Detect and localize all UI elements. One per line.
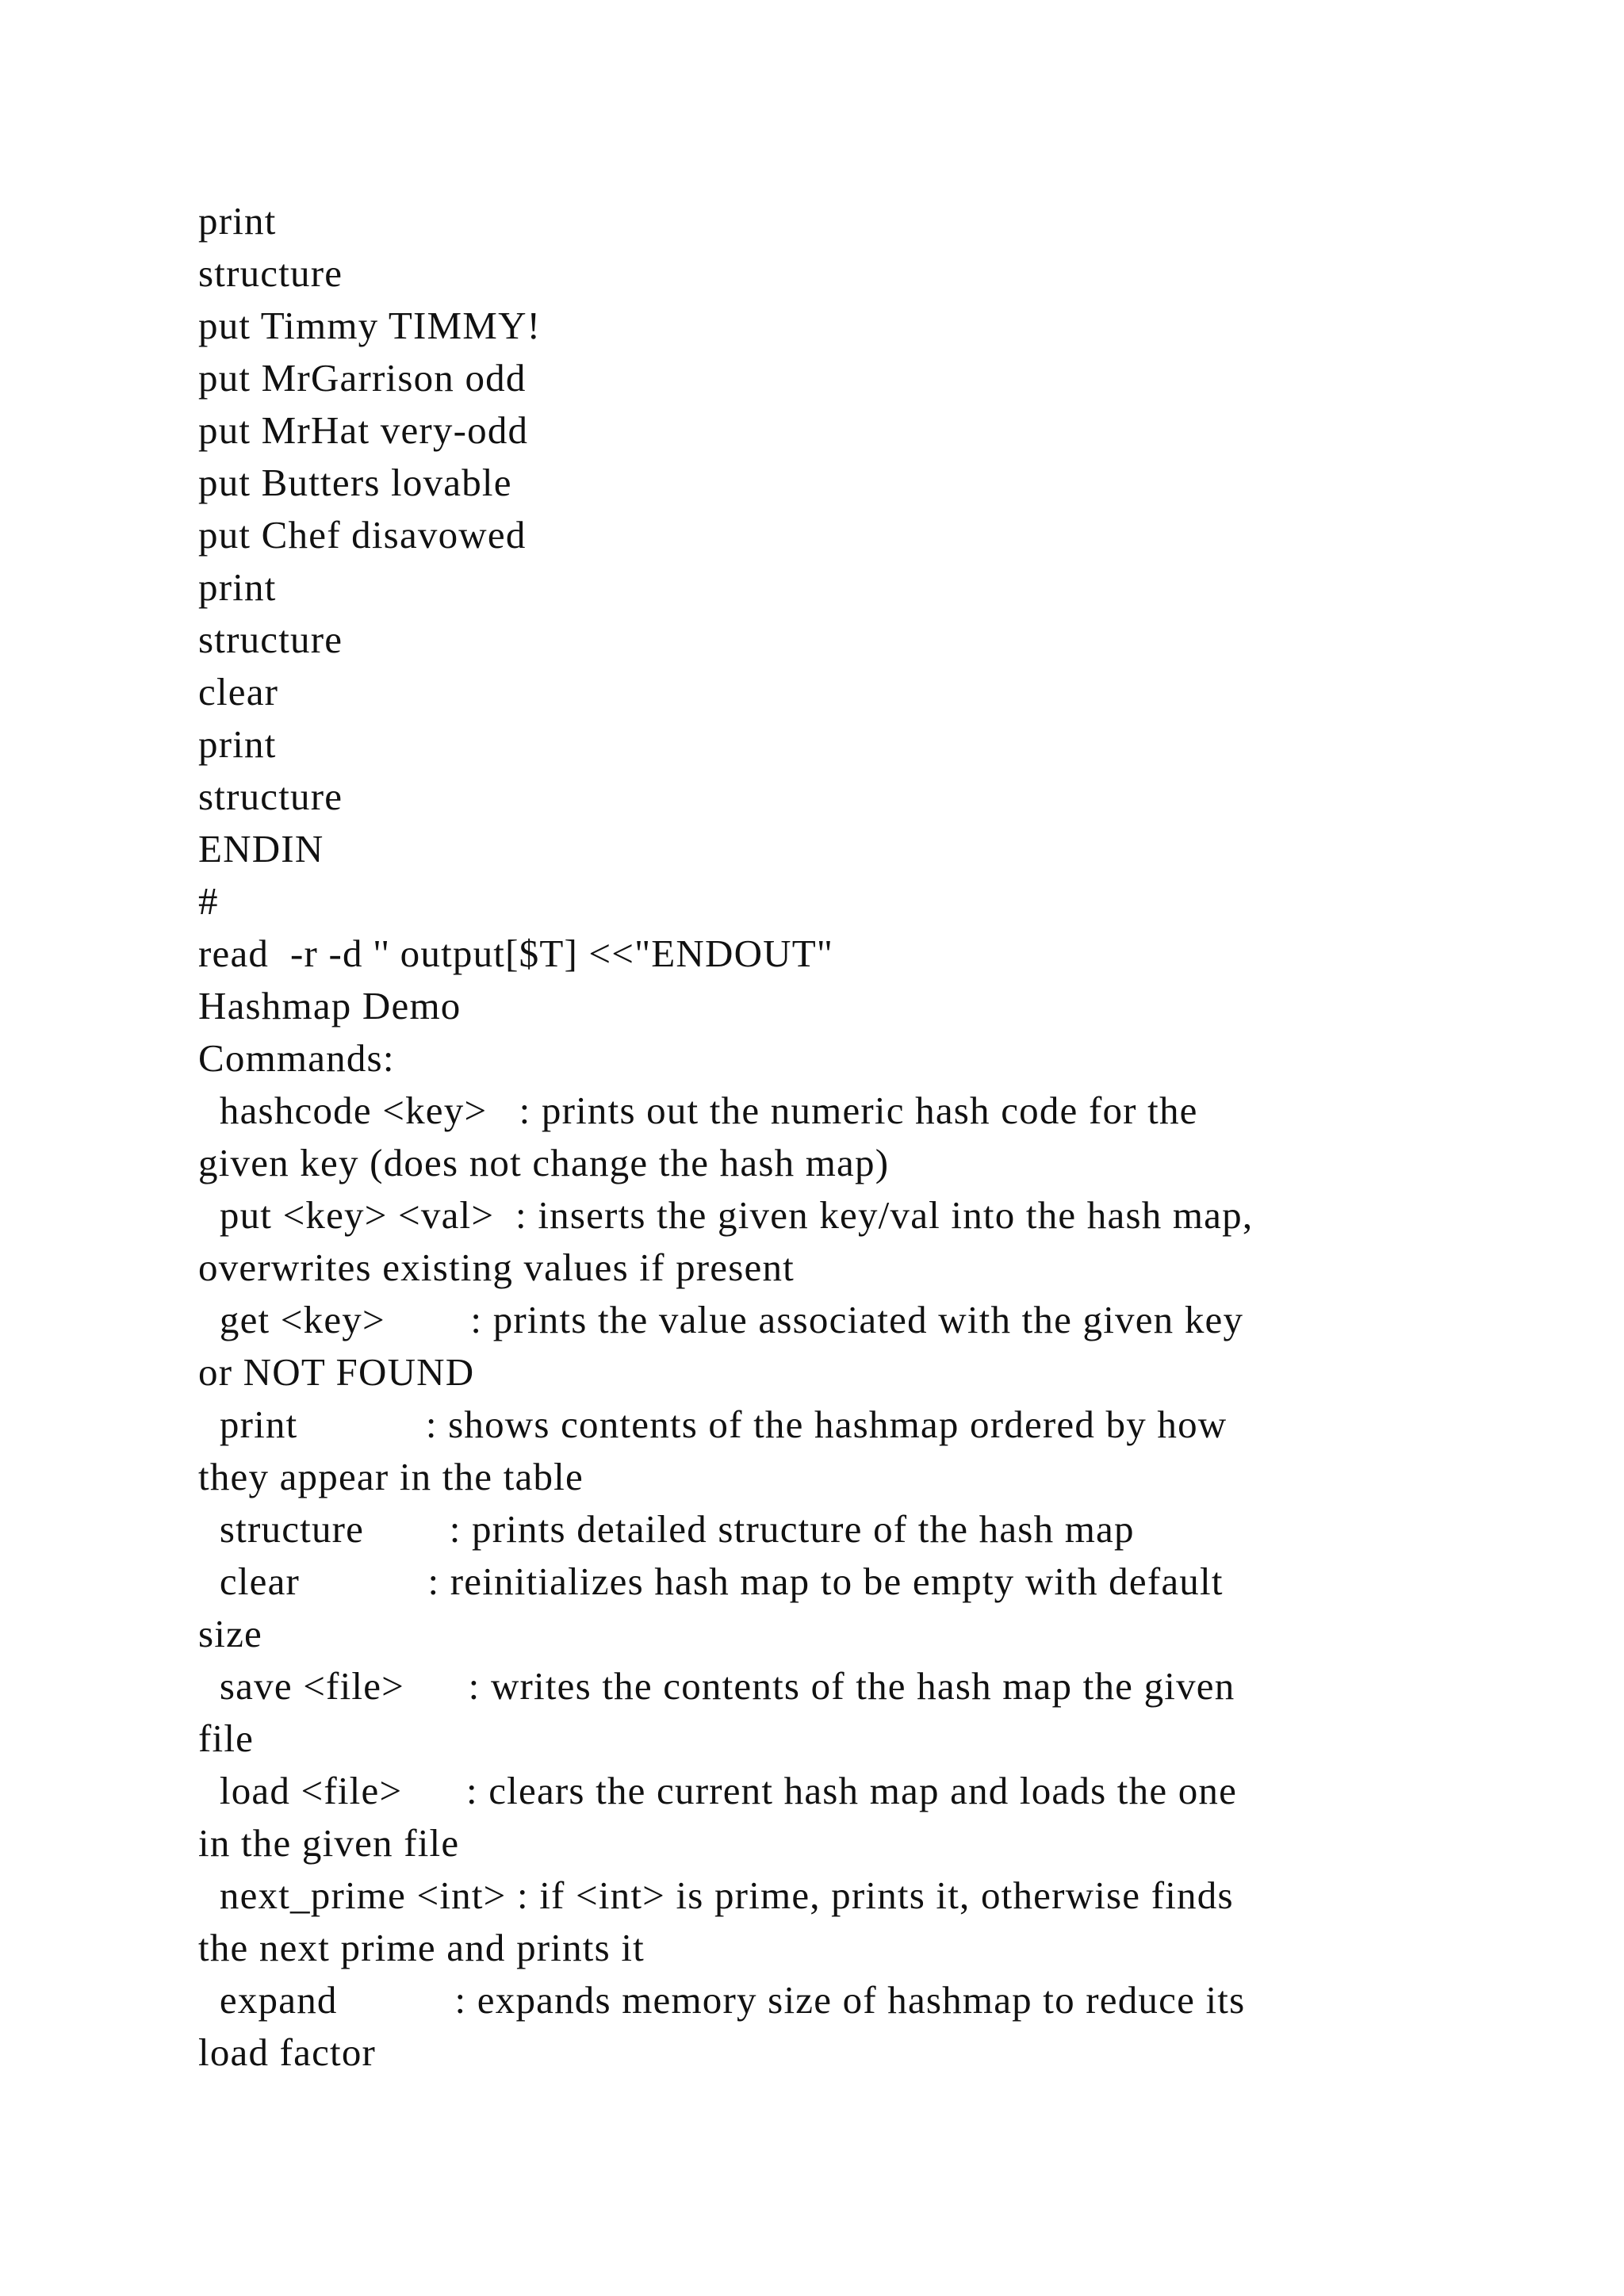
text-line: size	[198, 1612, 262, 1655]
text-line: put MrHat very-odd	[198, 408, 529, 452]
text-line: get <key> : prints the value associated with the given key	[198, 1298, 1244, 1341]
text-line: structure	[198, 618, 343, 661]
text-line: structure	[198, 775, 343, 818]
text-line: file	[198, 1716, 255, 1760]
text-line: expand : expands memory size of hashmap to reduce its	[198, 1978, 1246, 2022]
document-text	[198, 195, 1546, 2079]
text-line: print : shows contents of the hashmap ordered by how	[198, 1402, 1228, 1446]
text-line: next_prime <int> : if <int> is prime, prints it, otherwise finds	[198, 1873, 1234, 1917]
text-line: clear : reinitializes hash map to be empty with default	[198, 1559, 1224, 1603]
text-line: print	[198, 722, 277, 766]
text-line: load <file> : clears the current hash map and loads the one	[198, 1769, 1238, 1812]
text-line: load factor	[198, 2030, 377, 2074]
text-line: given key (does not change the hash map)	[198, 1141, 890, 1184]
text-line: put Butters lovable	[198, 461, 512, 504]
text-line: #	[198, 879, 219, 923]
text-line: ENDIN	[198, 827, 324, 871]
text-line: save <file> : writes the contents of the hash map the given	[198, 1664, 1235, 1708]
text-line: Commands:	[198, 1036, 395, 1080]
text-line: print	[198, 565, 277, 609]
text-line: in the given file	[198, 1821, 460, 1865]
text-line: read -r -d '' output[$T] <<"ENDOUT"	[198, 932, 834, 975]
text-line: structure : prints detailed structure of the hash map	[198, 1507, 1135, 1551]
text-line: or NOT FOUND	[198, 1350, 475, 1394]
text-line: hashcode <key> : prints out the numeric hash code for the	[198, 1089, 1198, 1132]
text-line: Hashmap Demo	[198, 984, 462, 1027]
text-line: put Timmy TIMMY!	[198, 304, 542, 347]
text-line: the next prime and prints it	[198, 1926, 645, 1969]
text-line: put Chef disavowed	[198, 513, 527, 557]
text-line: print	[198, 199, 277, 243]
text-line: they appear in the table	[198, 1455, 584, 1498]
text-line: put <key> <val> : inserts the given key/val into the hash map,	[198, 1193, 1254, 1237]
text-line: clear	[198, 670, 279, 714]
text-line: overwrites existing values if present	[198, 1246, 795, 1289]
text-line: put MrGarrison odd	[198, 356, 527, 400]
text-line: structure	[198, 251, 343, 295]
